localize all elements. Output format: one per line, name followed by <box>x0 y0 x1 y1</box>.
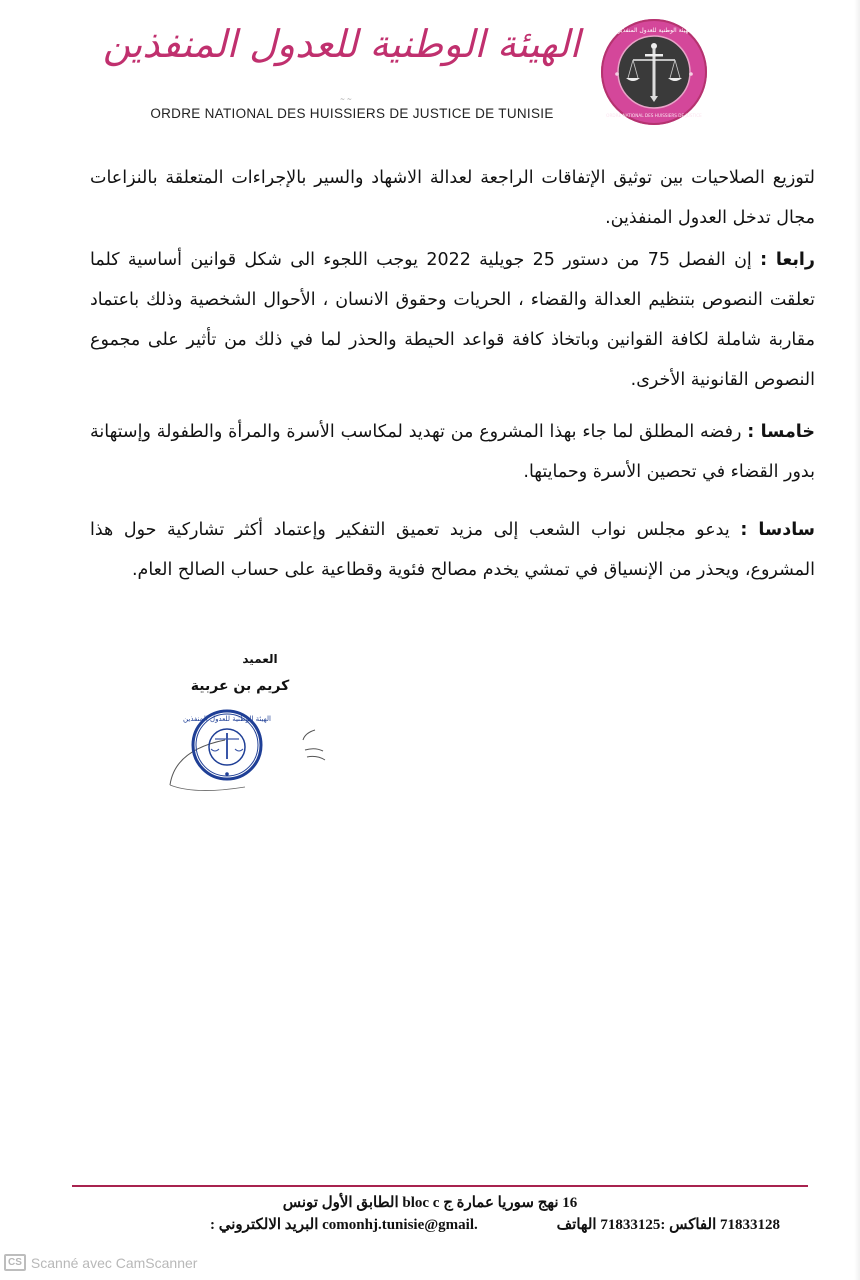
signatory-title: العميد <box>242 652 278 666</box>
camscanner-text: Scanné avec CamScanner <box>30 1254 198 1271</box>
official-stamp-icon <box>165 695 335 795</box>
header-ornament: ~ ~ <box>340 96 352 103</box>
paragraph-2-label: رابعا : <box>760 250 815 270</box>
camscanner-watermark <box>4 1254 197 1271</box>
signatory-name: كريم بن عربية <box>190 678 290 694</box>
footer-divider <box>72 1185 808 1187</box>
camscanner-icon: CS <box>4 1254 26 1271</box>
logo-text-bottom: ORDRE NATIONAL DES HUISSIERS DE JUSTICE <box>606 113 702 118</box>
page-edge-shadow <box>854 0 860 1280</box>
paragraph-1-text: لتوزيع الصلاحيات بين توثيق الإتفاقات الراجعة لعدالة الاشهاد والسير بالإجراءات المتعلقة بالنزاعات مجال تدخل العدول المنفذين. <box>90 168 815 228</box>
paragraph-sixth <box>90 510 815 590</box>
paragraph-3-label: خامسا : <box>747 422 815 442</box>
paragraph-3-text: رفضه المطلق لما جاء بهذا المشروع من تهديد لمكاسب الأسرة والمرأة والطفولة وإستهانة بدور القضاء في تحصين الأسرة وحمايتها. <box>90 422 815 482</box>
footer-address: 16 نهج سوريا عمارة ج bloc c الطابق الأول تونس <box>282 1195 578 1211</box>
fax-label: الفاكس : <box>660 1217 717 1233</box>
org-name-arabic: الهيئة الوطنية للعدول المنفذين <box>102 22 580 66</box>
logo-text-top: الهيئة الوطنية للعدول المنفذين <box>616 27 692 34</box>
org-name-french: ORDRE NATIONAL DES HUISSIERS DE JUSTICE DE TUNISIE <box>150 106 554 121</box>
stamp-text: الهيئة الوطنية للعدول المنفذين <box>183 715 271 723</box>
footer-phone <box>557 1215 780 1234</box>
email-label: البريد الالكتروني : <box>210 1217 319 1233</box>
paragraph-continuation <box>90 158 815 238</box>
phone-number: 71833125 <box>600 1217 661 1233</box>
fax-number: 71833128 <box>720 1217 780 1233</box>
email-address: comonhj.tunisie@gmail. <box>322 1217 478 1233</box>
paragraph-4-label: سادسا : <box>740 520 815 540</box>
paragraph-fourth <box>90 240 815 400</box>
paragraph-4-text: يدعو مجلس نواب الشعب إلى مزيد تعميق التفكير وإعتماد أكثر تشاركية حول هذا المشروع، ويحذر من الإنسياق في تمشي يخدم مصالح فئوية وقطاعية على حساب الصالح العام. <box>90 520 815 580</box>
paragraph-fifth <box>90 412 815 492</box>
paragraph-2-text: إن الفصل 75 من دستور 25 جويلية 2022 يوجب اللجوء الى شكل قوانين أساسية كلما تعلقت النصوص بتنظيم العدالة والقضاء ، الحريات وحقوق الانسان ، الأحوال الشخصية وذلك باعتماد مقاربة شاملة لكافة القوانين وباتخاذ كافة قواعد الحيطة والحذر لما في ذلك من تأثير على مجموع النصوص القانونية الأخرى. <box>90 250 815 390</box>
footer-email <box>210 1215 478 1234</box>
org-logo-icon <box>600 18 708 126</box>
footer-contact <box>210 1215 780 1234</box>
phone-label: الهاتف <box>556 1217 597 1233</box>
